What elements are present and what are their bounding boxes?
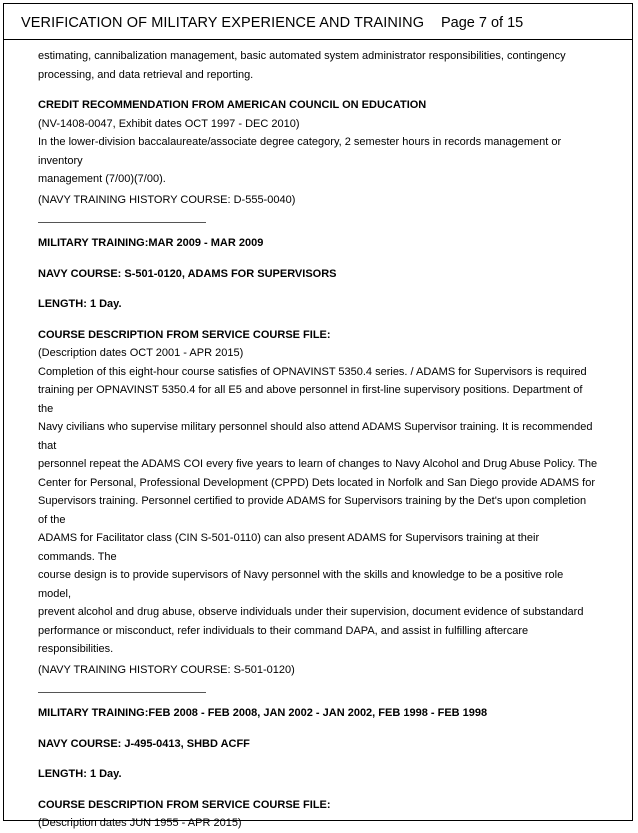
training-history: (NAVY TRAINING HISTORY COURSE: S-501-0120): [38, 663, 295, 676]
continued-text-line: processing, and data retrieval and reporting.: [38, 68, 254, 81]
description-line: Center for Personal, Professional Development (CPPD) Dets located in Norfolk and San Diego provide ADAMS for: [38, 476, 595, 489]
credit-exhibit: (NV-1408-0047, Exhibit dates OCT 1997 - DEC 2010): [38, 117, 300, 130]
description-line: performance or misconduct, refer individuals to their command DAPA, and assist in fulfilling aftercare responsibilities.: [38, 624, 529, 655]
credit-heading: CREDIT RECOMMENDATION FROM AMERICAN COUNCIL ON EDUCATION: [38, 99, 427, 111]
course-length: LENGTH: 1 Day.: [38, 298, 122, 310]
continued-text-line: estimating, cannibalization management, basic automated system administrator responsibilities, contingency: [38, 50, 566, 62]
document-title: VERIFICATION OF MILITARY EXPERIENCE AND TRAINING: [21, 15, 425, 31]
description-line: Completion of this eight-hour course satisfies of OPNAVINST 5350.4 series. / ADAMS for Supervisors is required: [38, 365, 587, 378]
description-line: prevent alcohol and drug abuse, observe individuals under their supervision, document evidence of substandard: [38, 606, 584, 618]
description-line: Navy civilians who supervise military personnel should also attend ADAMS Supervisor training. It is recommended that: [38, 421, 593, 452]
credit-history: (NAVY TRAINING HISTORY COURSE: D-555-0040): [38, 193, 296, 206]
description-line: course design is to provide supervisors of Navy personnel with the skills and knowledge to be a positive role model,: [38, 569, 564, 600]
course-description-heading: COURSE DESCRIPTION FROM SERVICE COURSE FILE:: [38, 328, 331, 341]
page-header: [4, 4, 632, 40]
section-divider: [38, 222, 206, 223]
military-training-dates: MILITARY TRAINING:FEB 2008 - FEB 2008, JAN 2002 - JAN 2002, FEB 1998 - FEB 1998: [38, 707, 488, 719]
navy-course: NAVY COURSE: J-495-0413, SHBD ACFF: [38, 737, 250, 750]
section-divider: [38, 692, 206, 693]
military-training-dates: MILITARY TRAINING:MAR 2009 - MAR 2009: [38, 237, 264, 249]
description-line: ADAMS for Facilitator class (CIN S-501-0110) can also present ADAMS for Supervisors training at their commands. The: [38, 532, 540, 563]
description-dates: (Description dates JUN 1955 - APR 2015): [38, 817, 242, 829]
course-description-heading: COURSE DESCRIPTION FROM SERVICE COURSE FILE:: [38, 798, 331, 811]
page-number: Page 7 of 15: [441, 15, 524, 31]
course-length: LENGTH: 1 Day.: [38, 768, 122, 780]
description-line: Supervisors training. Personnel certified to provide ADAMS for Supervisors training by the Det's upon completion of the: [38, 495, 587, 526]
document-body: [38, 47, 598, 833]
description-line: training per OPNAVINST 5350.4 for all E5 and above personnel in first-line supervisory positions. Department of the: [38, 384, 583, 415]
description-line: personnel repeat the ADAMS COI every five years to learn of changes to Navy Alcohol and Drug Abuse Policy. The: [38, 458, 598, 470]
credit-text-line: management (7/00)(7/00).: [38, 173, 166, 185]
credit-text-line: In the lower-division baccalaureate/associate degree category, 2 semester hours in records management or inventory: [38, 136, 562, 167]
description-dates: (Description dates OCT 2001 - APR 2015): [38, 347, 244, 359]
navy-course: NAVY COURSE: S-501-0120, ADAMS FOR SUPERVISORS: [38, 267, 337, 280]
